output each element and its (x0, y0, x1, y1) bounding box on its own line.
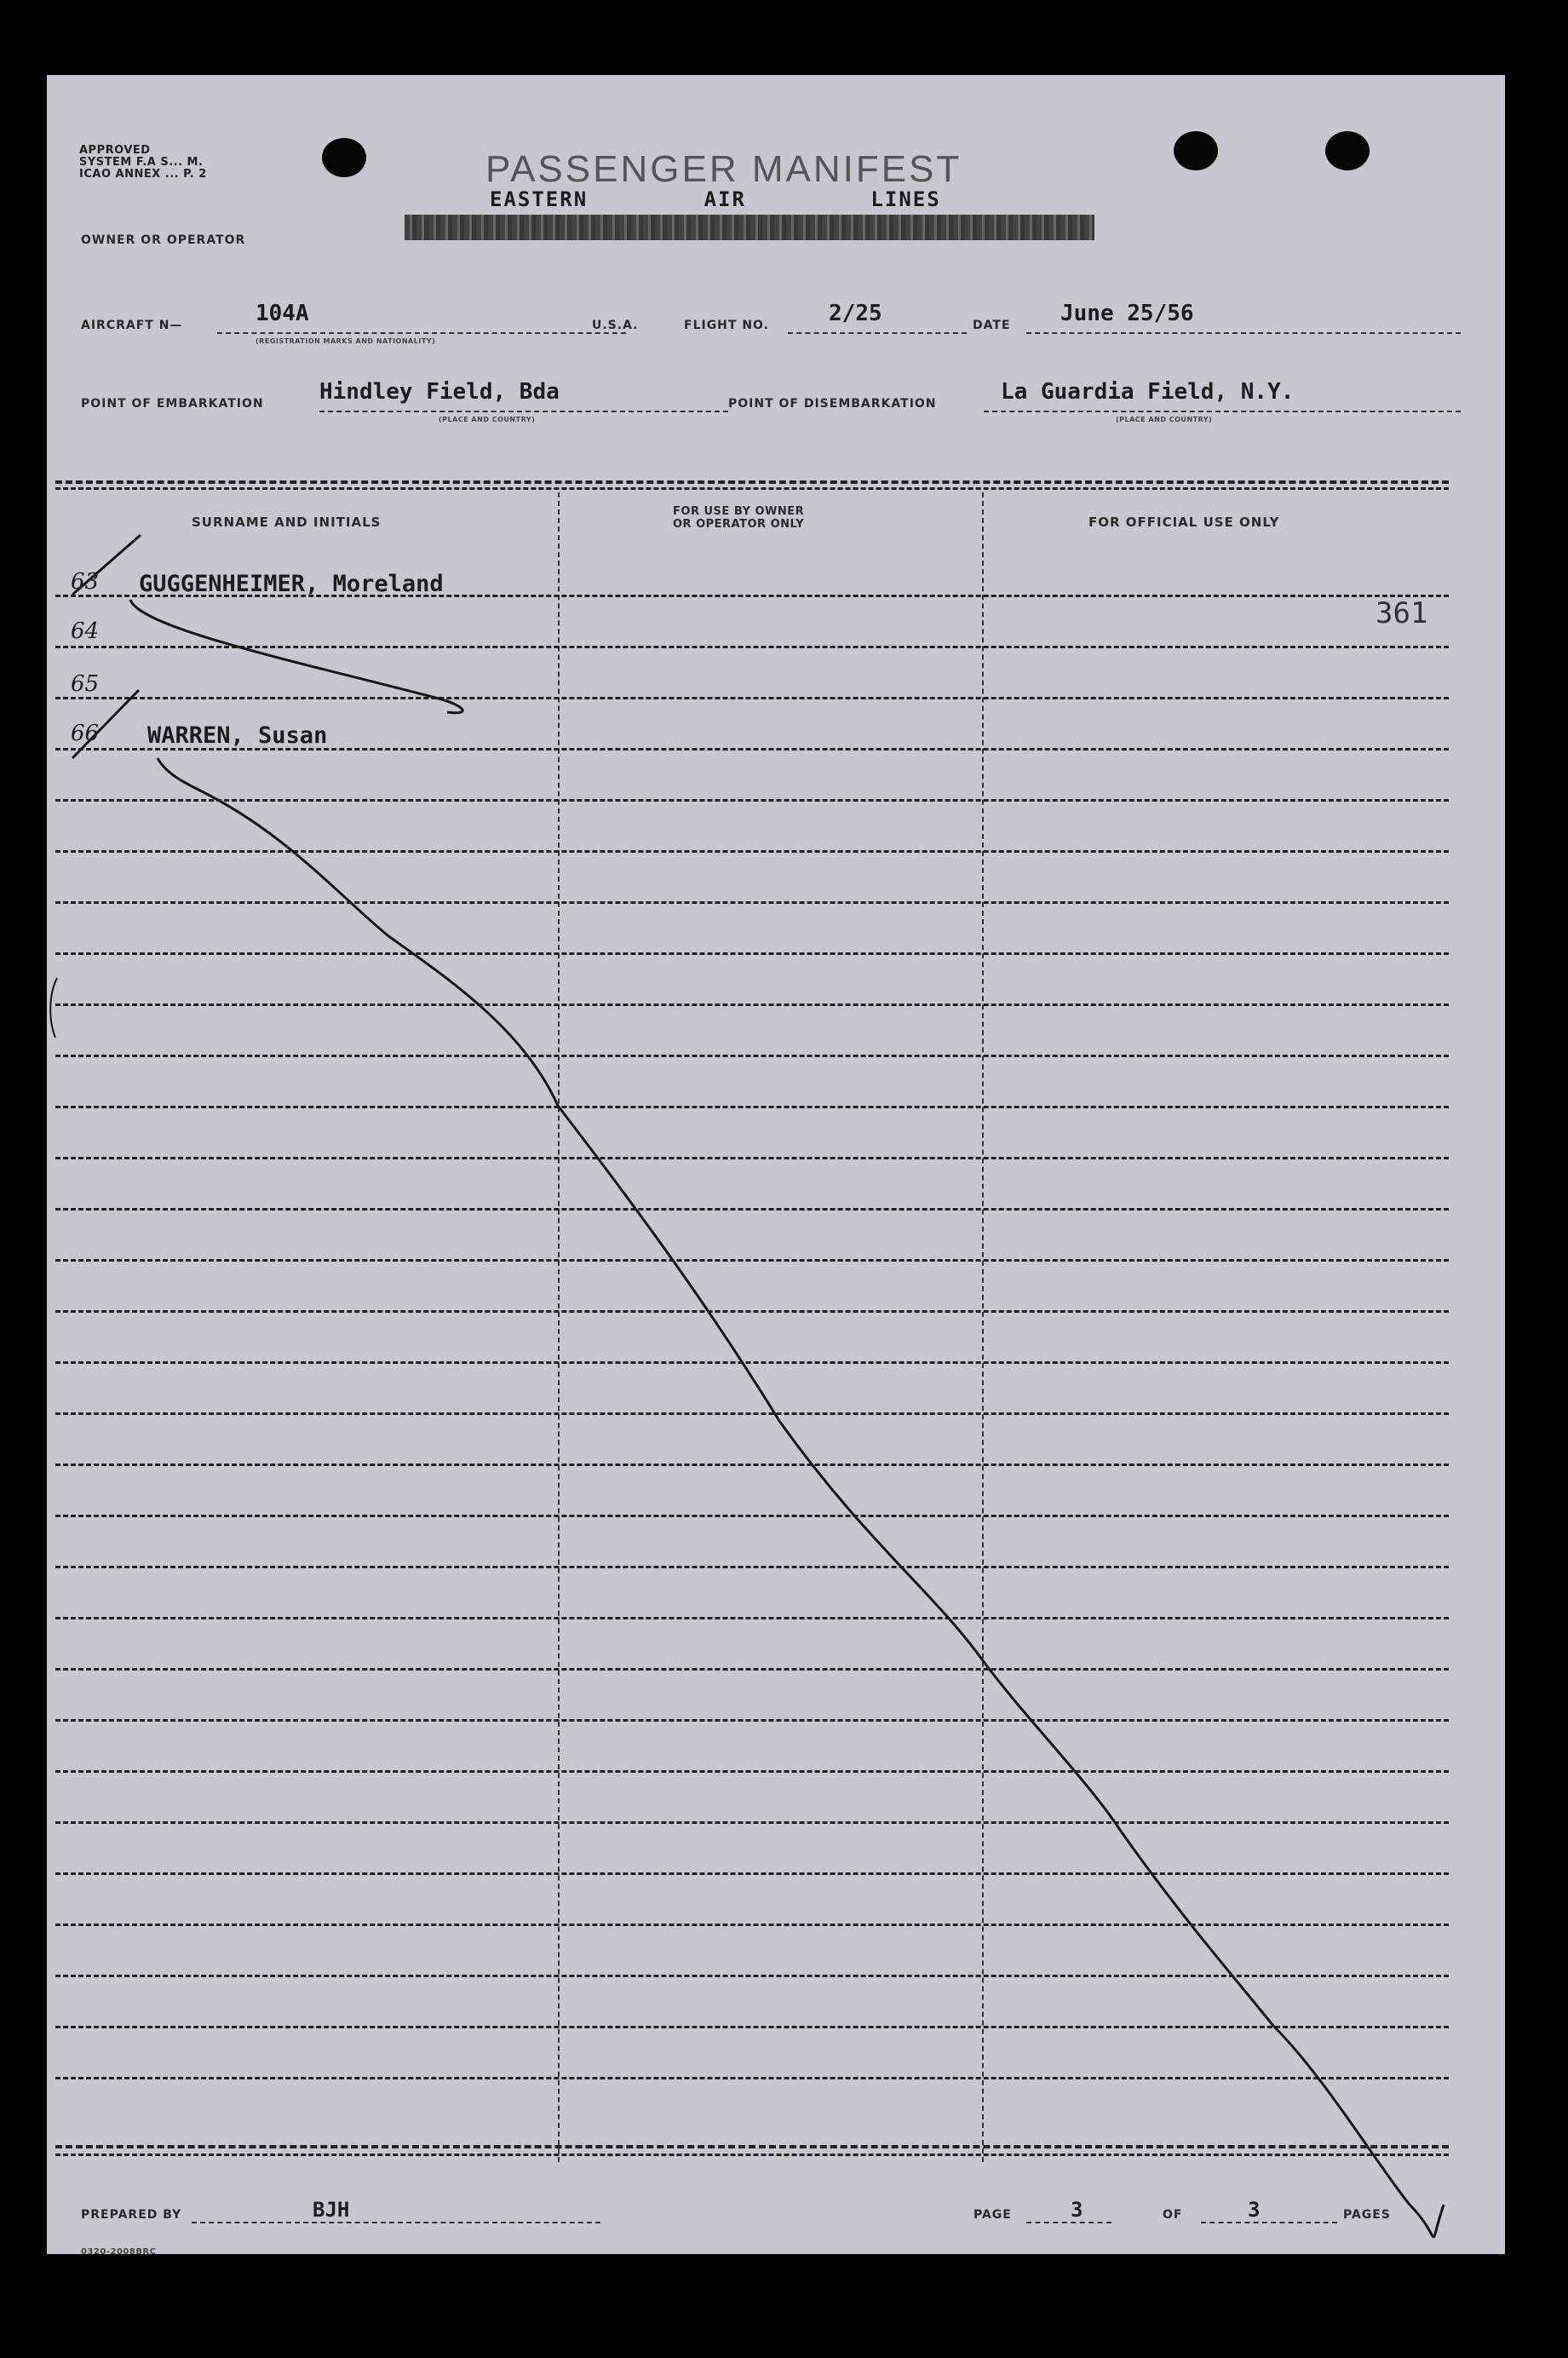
of-value: 3 (1248, 2198, 1261, 2222)
prepared-underline (192, 2222, 600, 2223)
disembark-label: POINT OF DISEMBARKATION (728, 397, 937, 411)
approved-line: SYSTEM F.A S... M. (79, 156, 204, 169)
date-label: DATE (973, 319, 1011, 332)
embark-value: Hindley Field, Bda (319, 379, 560, 405)
owner-label: OWNER OR OPERATOR (81, 233, 246, 247)
tick-mark (72, 535, 141, 595)
column-header-name: SURNAME AND INITIALS (192, 515, 382, 530)
passenger-name: GUGGENHEIMER, Moreland (139, 571, 444, 597)
flight-no-value: 2/25 (829, 301, 882, 326)
short-strike-line (130, 600, 462, 713)
page-title: PASSENGER MANIFEST (485, 148, 962, 190)
margin-bracket (50, 978, 57, 1038)
pages-label: PAGES (1343, 2208, 1391, 2222)
prepared-label: PREPARED BY (81, 2208, 182, 2222)
aircraft-value: 104A (256, 301, 309, 326)
registration-caption: (REGISTRATION MARKS AND NATIONALITY) (256, 337, 436, 345)
approved-line: ICAO ANNEX ... P. 2 (79, 168, 207, 181)
airline-word: LINES (870, 187, 941, 211)
embark-label: POINT OF EMBARKATION (81, 397, 264, 411)
disembark-caption: (PLACE AND COUNTRY) (1116, 416, 1213, 423)
row-number: 66 (71, 721, 100, 746)
row-number: 64 (71, 618, 100, 644)
handwritten-strike-lines (47, 75, 1505, 2254)
table-bottom-rule (55, 2145, 1449, 2148)
column-header-official: FOR OFFICIAL USE ONLY (1088, 515, 1280, 530)
nationality-label: U.S.A. (592, 319, 639, 332)
flight-no-label: FLIGHT NO. (684, 319, 769, 332)
manifest-sheet (47, 75, 1505, 2257)
page-value: 3 (1071, 2198, 1083, 2222)
form-number: 0320-2008BRC (81, 2247, 157, 2257)
airline-word: EASTERN (490, 187, 589, 211)
of-underline (1201, 2222, 1337, 2223)
passenger-name: WARREN, Susan (147, 722, 328, 749)
row-number: 65 (71, 671, 100, 697)
official-note: 361 (1376, 596, 1428, 630)
operator-header-line: OR OPERATOR ONLY (673, 518, 805, 531)
tick-mark (72, 690, 139, 758)
embark-caption: (PLACE AND COUNTRY) (439, 416, 536, 423)
operator-header-line: FOR USE BY OWNER (673, 505, 805, 518)
prepared-value: BJH (313, 2198, 350, 2222)
airline-word: AIR (704, 187, 746, 211)
diagonal-strike-line (158, 758, 1444, 2237)
page-label: PAGE (974, 2208, 1012, 2222)
of-label: OF (1163, 2208, 1183, 2222)
date-value: June 25/56 (1060, 301, 1194, 326)
page-underline (1026, 2222, 1111, 2223)
table-bottom-rule-2 (55, 2154, 1449, 2156)
aircraft-label: AIRCRAFT N— (81, 319, 183, 332)
approved-line: APPROVED (79, 144, 151, 157)
disembark-value: La Guardia Field, N.Y. (1001, 379, 1295, 405)
row-number: 63 (71, 569, 100, 595)
